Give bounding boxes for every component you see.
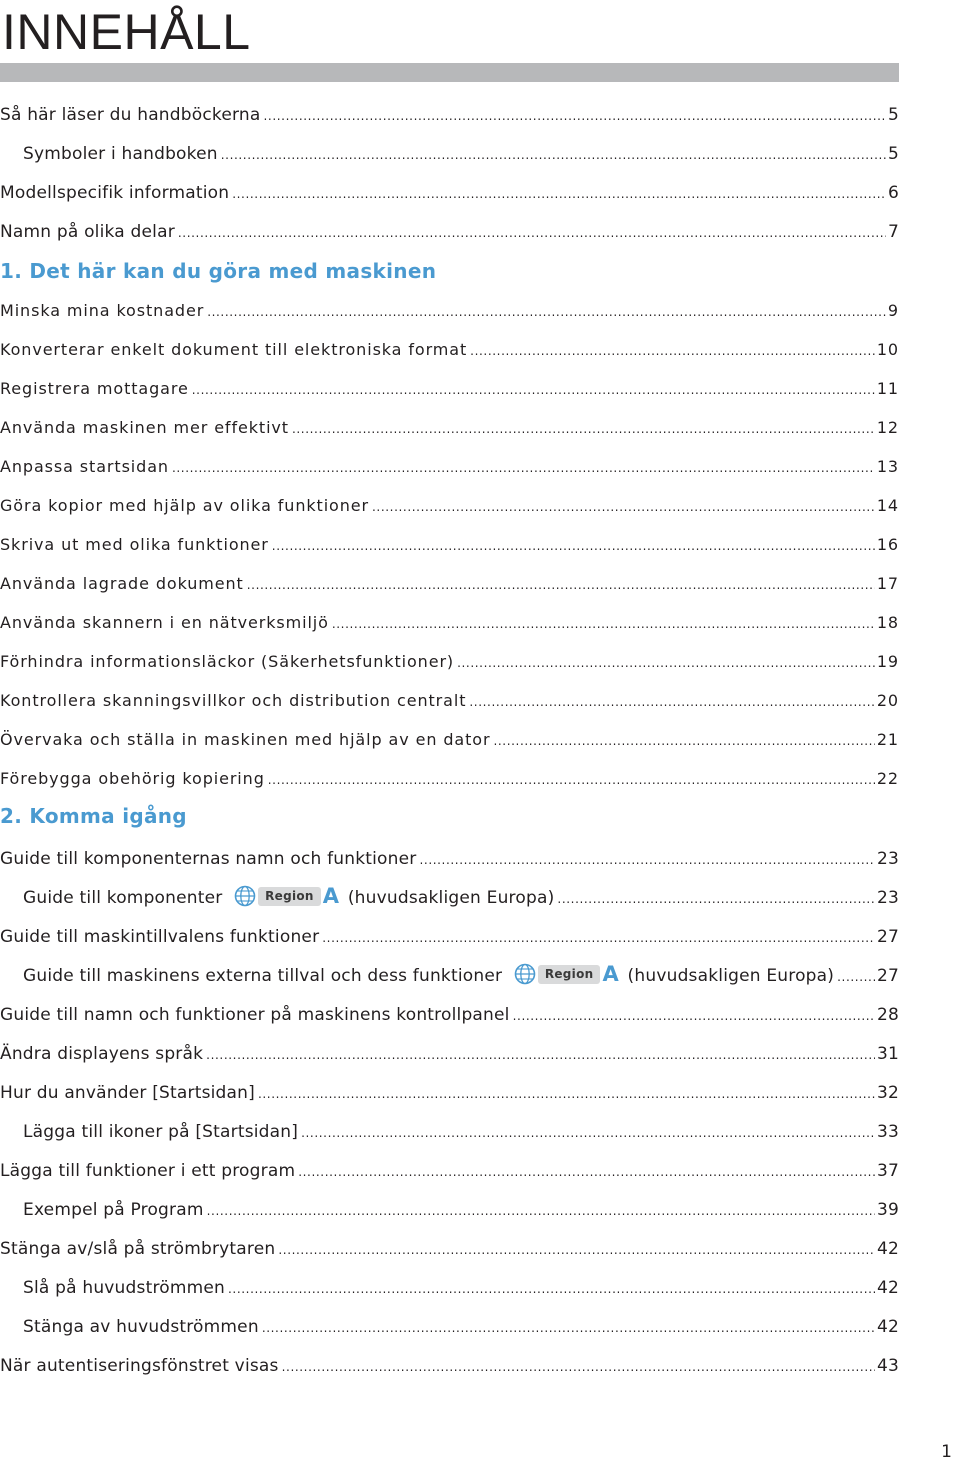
toc-entry-page: 23 — [876, 849, 899, 869]
toc-entry-page: 43 — [876, 1356, 899, 1376]
toc-entry[interactable] — [0, 369, 899, 408]
dot-leader — [207, 293, 886, 332]
toc-entry-label: Lägga till ikoner på [Startsidan] — [23, 1122, 299, 1142]
dot-leader — [178, 214, 886, 253]
toc-entry[interactable] — [0, 1035, 899, 1074]
dot-leader — [264, 97, 886, 136]
toc-entry-page: 39 — [876, 1200, 899, 1220]
dot-leader — [332, 605, 875, 644]
region-label: Region — [538, 965, 601, 984]
toc-entry-page: 14 — [876, 496, 899, 515]
page-number: 1 — [941, 1442, 952, 1462]
toc-entry-page: 21 — [876, 730, 899, 749]
dot-leader — [513, 997, 875, 1036]
toc-entry-label: Minska mina kostnader — [0, 301, 205, 320]
toc-entry-label: Ändra displayens språk — [0, 1044, 204, 1064]
dot-leader — [192, 371, 875, 410]
toc-entry[interactable] — [0, 1308, 899, 1347]
toc-entry-page: 20 — [876, 691, 899, 710]
toc-entry[interactable] — [0, 408, 899, 447]
dot-leader — [228, 1270, 875, 1309]
dot-leader — [322, 919, 875, 958]
toc-entry-label: Göra kopior med hjälp av olika funktioner — [0, 496, 370, 515]
toc-entry-label: Stänga av huvudströmmen — [23, 1317, 259, 1337]
title-underline-bar — [0, 63, 899, 82]
toc-entry-page: 37 — [876, 1161, 899, 1181]
dot-leader — [282, 1348, 875, 1387]
toc-entry-label: När autentiseringsfönstret visas — [0, 1356, 279, 1376]
chapter-heading[interactable]: 2. Komma igång — [0, 804, 187, 828]
toc-entry[interactable] — [0, 918, 899, 957]
toc-entry[interactable] — [0, 330, 899, 369]
toc-entry[interactable] — [0, 213, 899, 252]
toc-entry-page: 23 — [876, 888, 899, 908]
toc-entry-page: 28 — [876, 1005, 899, 1025]
toc-entry[interactable] — [0, 564, 899, 603]
toc-entry-label: Anpassa startsidan — [0, 457, 169, 476]
toc-entry-page: 5 — [887, 144, 899, 164]
dot-leader — [172, 449, 875, 488]
toc-entry[interactable] — [0, 759, 899, 798]
toc-entry[interactable] — [0, 135, 899, 174]
toc-entry-label-after: (huvudsakligen Europa) — [627, 966, 835, 986]
dot-leader — [419, 841, 874, 880]
toc-entry-label: Guide till komponenternas namn och funktioner — [0, 849, 417, 869]
toc-entry-label: Övervaka och ställa in maskinen med hjälp av en dator — [0, 730, 491, 749]
toc-entry[interactable] — [0, 996, 899, 1035]
toc-entry-label — [23, 957, 834, 996]
dot-leader — [278, 1231, 875, 1270]
toc-entry-page: 16 — [876, 535, 899, 554]
dot-leader — [232, 175, 886, 214]
toc-entry[interactable] — [0, 603, 899, 642]
toc-entry-page: 27 — [876, 966, 899, 986]
toc-entry-label: Symboler i handboken — [23, 144, 218, 164]
dot-leader — [247, 566, 875, 605]
toc-entry[interactable] — [0, 879, 899, 918]
dot-leader — [493, 722, 874, 761]
toc-entry-label: Förhindra informationsläckor (Säkerhetsfunktioner) — [0, 652, 455, 671]
globe-icon — [234, 885, 256, 907]
dot-leader — [207, 1192, 875, 1231]
toc-entry[interactable] — [0, 1191, 899, 1230]
dot-leader — [557, 880, 875, 919]
region-letter: A — [322, 884, 340, 908]
table-of-contents — [0, 96, 899, 1386]
toc-entry-label: Skriva ut med olika funktioner — [0, 535, 269, 554]
dot-leader — [837, 958, 875, 997]
toc-entry[interactable] — [0, 840, 899, 879]
toc-entry-label: Konverterar enkelt dokument till elektroniska format — [0, 340, 468, 359]
toc-entry[interactable] — [0, 957, 899, 996]
toc-entry-label-after: (huvudsakligen Europa) — [347, 888, 555, 908]
toc-entry[interactable] — [0, 1269, 899, 1308]
toc-entry-page: 42 — [876, 1317, 899, 1337]
toc-entry[interactable] — [0, 291, 899, 330]
toc-entry-label: Guide till namn och funktioner på maskinens kontrollpanel — [0, 1005, 510, 1025]
toc-entry[interactable] — [0, 525, 899, 564]
toc-entry-page: 6 — [887, 183, 899, 203]
toc-entry[interactable] — [0, 1152, 899, 1191]
toc-entry-page: 31 — [876, 1044, 899, 1064]
region-letter: A — [602, 962, 619, 986]
toc-entry-label: Använda maskinen mer effektivt — [0, 418, 289, 437]
toc-entry-label-before: Guide till komponenter — [23, 888, 223, 908]
toc-entry[interactable] — [0, 486, 899, 525]
toc-entry-label: Hur du använder [Startsidan] — [0, 1083, 255, 1103]
dot-leader — [301, 1114, 875, 1153]
toc-entry-page: 42 — [876, 1239, 899, 1259]
toc-entry-label: Använda lagrade dokument — [0, 574, 244, 593]
toc-entry-page: 9 — [887, 301, 899, 320]
toc-entry-label: Namn på olika delar — [0, 222, 175, 242]
dot-leader — [469, 683, 874, 722]
toc-entry-page: 7 — [887, 222, 899, 242]
toc-entry-label: Använda skannern i en nätverksmiljö — [0, 613, 329, 632]
toc-entry-label: Exempel på Program — [23, 1200, 204, 1220]
toc-entry[interactable] — [0, 720, 899, 759]
dot-leader — [372, 488, 875, 527]
toc-entry-label: Kontrollera skanningsvillkor och distribution centralt — [0, 691, 467, 710]
toc-entry-label: Guide till maskintillvalens funktioner — [0, 927, 320, 947]
globe-icon — [514, 963, 536, 985]
toc-entry[interactable] — [0, 96, 899, 135]
toc-entry-label: Slå på huvudströmmen — [23, 1278, 226, 1298]
dot-leader — [457, 644, 875, 683]
chapter-heading[interactable]: 1. Det här kan du göra med maskinen — [0, 259, 437, 283]
region-label: Region — [258, 887, 321, 906]
toc-entry-label — [23, 879, 554, 918]
toc-entry-label: Stänga av/slå på strömbrytaren — [0, 1239, 276, 1259]
toc-entry[interactable] — [0, 174, 899, 213]
toc-entry-page: 32 — [876, 1083, 899, 1103]
toc-entry[interactable] — [0, 642, 899, 681]
region-a-badge — [514, 963, 619, 985]
toc-entry-page: 5 — [887, 105, 899, 125]
toc-entry-page: 18 — [876, 613, 899, 632]
dot-leader — [268, 761, 875, 800]
toc-entry-page: 10 — [876, 340, 899, 359]
toc-entry[interactable] — [0, 1347, 899, 1386]
page-title: INNEHÅLL — [2, 4, 251, 60]
toc-entry-page: 11 — [876, 379, 899, 398]
dot-leader — [470, 332, 875, 371]
toc-entry-label: Registrera mottagare — [0, 379, 189, 398]
toc-entry[interactable] — [0, 1074, 899, 1113]
toc-entry-page: 27 — [876, 927, 899, 947]
toc-entry-page: 19 — [876, 652, 899, 671]
dot-leader — [292, 410, 875, 449]
toc-entry-label: Modellspecifik information — [0, 183, 230, 203]
toc-entry-label-before: Guide till maskinens externa tillval och dess funktioner — [23, 966, 503, 986]
toc-entry-label: Förebygga obehörig kopiering — [0, 769, 265, 788]
dot-leader — [262, 1309, 875, 1348]
dot-leader — [221, 136, 886, 175]
toc-entry[interactable] — [0, 1230, 899, 1269]
dot-leader — [258, 1075, 875, 1114]
toc-entry[interactable] — [0, 447, 899, 486]
toc-entry[interactable] — [0, 1113, 899, 1152]
toc-entry[interactable] — [0, 681, 899, 720]
toc-entry-page: 12 — [876, 418, 899, 437]
dot-leader — [206, 1036, 875, 1075]
dot-leader — [298, 1153, 875, 1192]
region-a-badge — [234, 885, 339, 907]
toc-entry-page: 33 — [876, 1122, 899, 1142]
toc-entry-page: 22 — [876, 769, 899, 788]
toc-entry-label: Lägga till funktioner i ett program — [0, 1161, 296, 1181]
dot-leader — [272, 527, 875, 566]
toc-entry-page: 13 — [876, 457, 899, 476]
toc-entry-label: Så här läser du handböckerna — [0, 105, 261, 125]
toc-entry-page: 42 — [876, 1278, 899, 1298]
toc-entry-page: 17 — [876, 574, 899, 593]
